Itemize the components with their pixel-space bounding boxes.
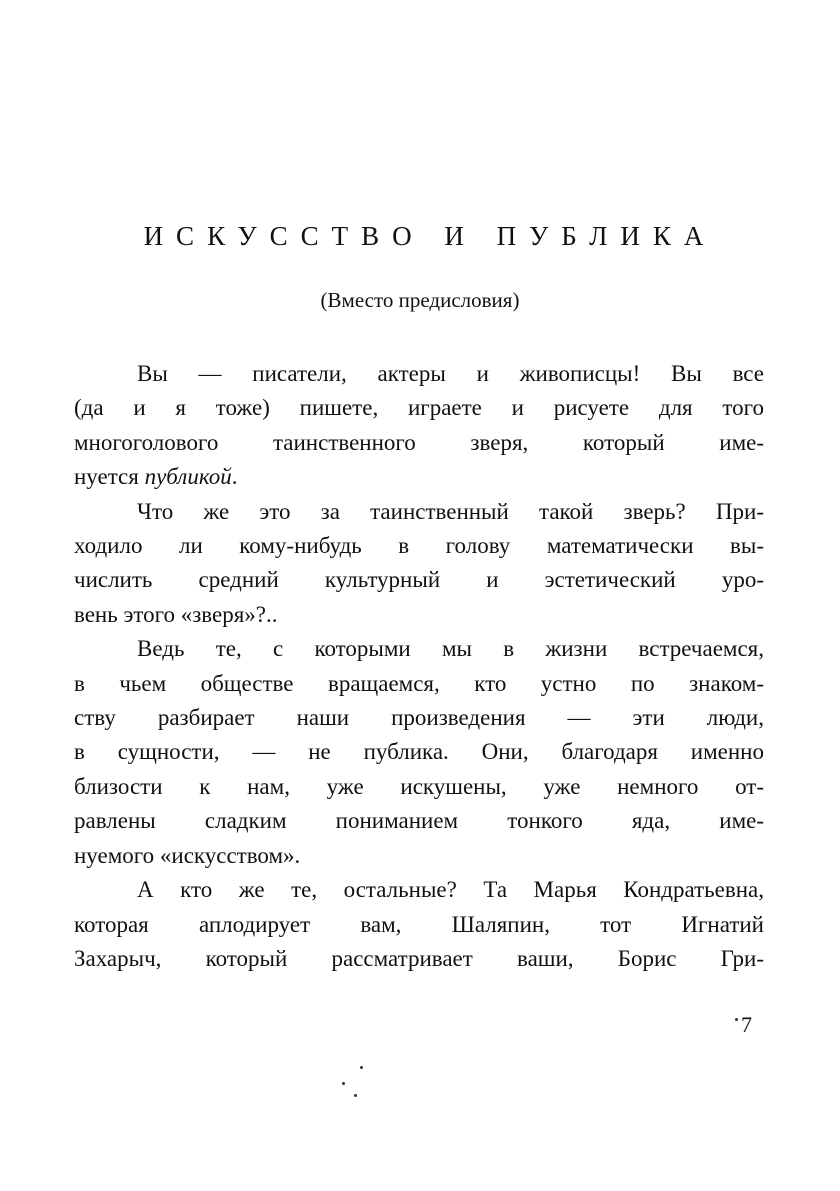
chapter-subtitle: (Вместо предисловия) [320,288,520,312]
text-line: Вы — писатели, актеры и живописцы! Вы все [137,361,764,386]
text-line: нуемого «искусством». [74,842,301,868]
paragraph-4 [74,873,764,976]
text-fragment: . [231,464,238,490]
text-line: Что же это за таинственный такой зверь? При- [137,498,764,524]
paragraph-1 [74,357,764,495]
text-line: числить средний культурный и эстетический уро- [74,567,764,593]
print-speck [360,1066,363,1069]
paragraph-3 [74,632,764,873]
text-line: в сущности, — не публика. Они, благодаря именно [74,739,764,765]
text-fragment: нуется [74,464,145,490]
chapter-title: ИСКУССТВО И ПУБЛИКА [143,221,717,251]
emphasized-word: публикой [144,464,232,490]
print-speck [354,1094,357,1097]
text-line: (да и я тоже) пишете, играете и рисуете для того [74,395,764,421]
text-line: в чьем обществе вращаемся, кто устно по знаком- [74,670,764,696]
text-line: Захарыч, который рассматривает ваши, Борис Гри- [74,945,764,971]
text-line: ству разбирает наши произведения — эти люди, [74,705,764,731]
text-line: вень этого «зверя»?.. [74,601,278,627]
page-number: 7 [741,1012,752,1037]
text-line [74,460,764,494]
text-line: ходило ли кому-нибудь в голову математически вы- [74,533,764,559]
text-line: А кто же те, остальные? Та Марья Кондратьевна, [137,877,764,903]
body-text [74,357,764,976]
text-line: равлены сладким пониманием тонкого яда, име- [74,808,764,834]
print-speck [735,1018,738,1021]
paragraph-2 [74,495,764,633]
text-line: Ведь те, с которыми мы в жизни встречаемся, [137,636,764,662]
text-line: близости к нам, уже искушены, уже немного от- [74,773,764,799]
print-speck [342,1082,345,1085]
text-line: которая аплодирует вам, Шаляпин, тот Игнатий [74,911,764,937]
text-line: многоголового таинственного зверя, который име- [74,429,764,455]
